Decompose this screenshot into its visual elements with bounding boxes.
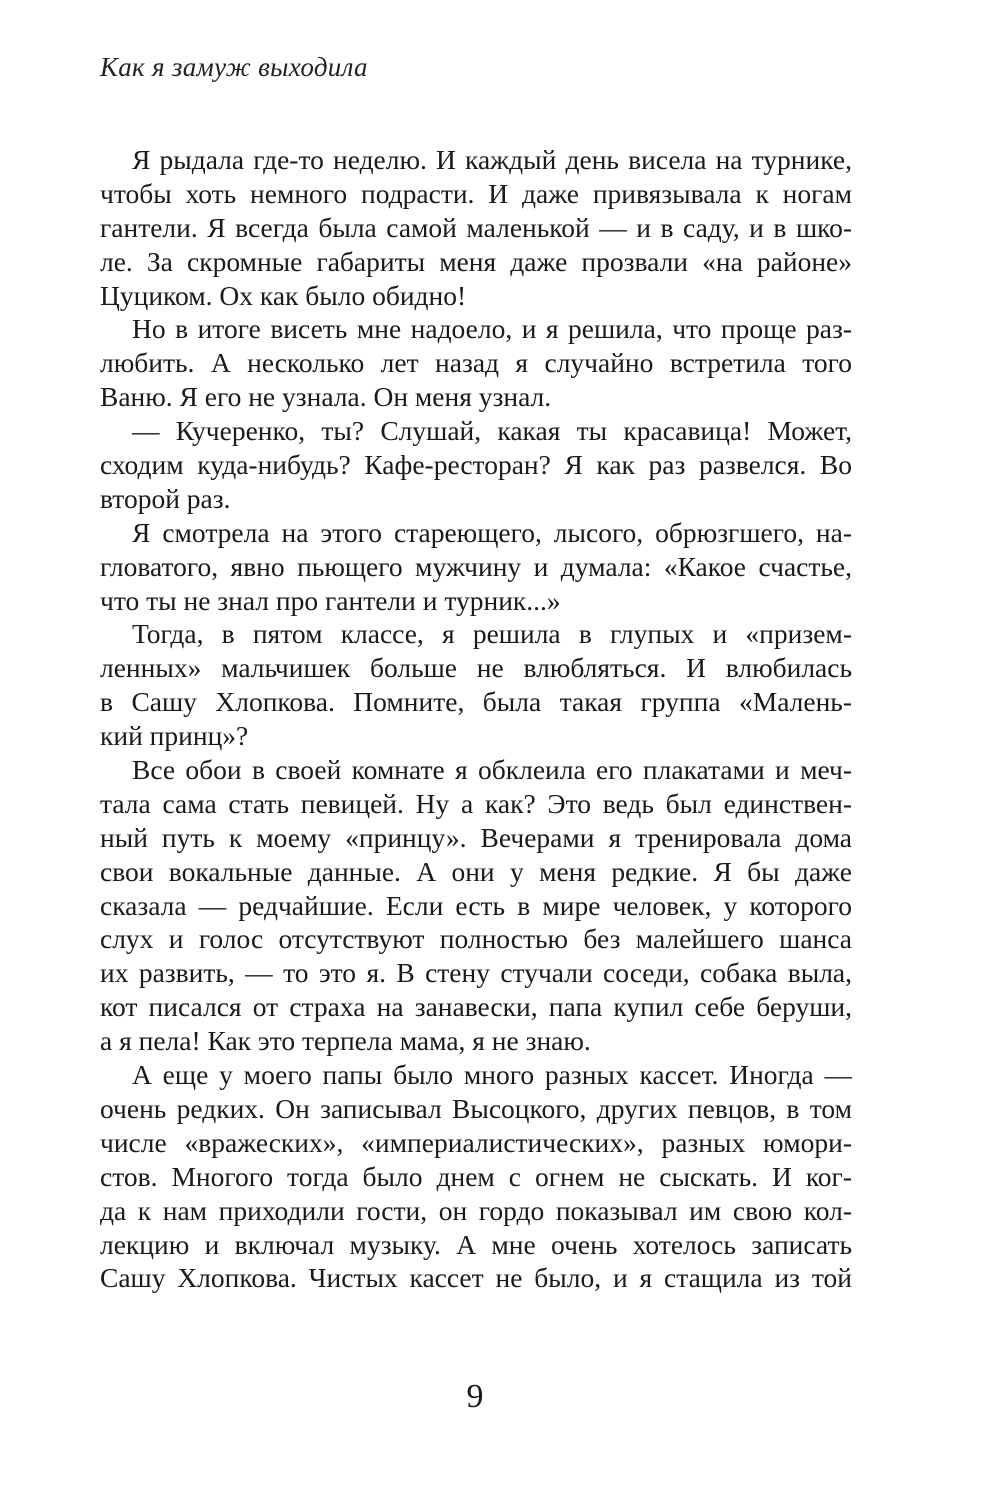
text-line: второй раз. xyxy=(100,482,231,514)
text-line: кот писался от страха на занавески, папа купил себе беруши, xyxy=(100,991,852,1023)
text-line: свои вокальные данные. А они у меня редкие. Я бы даже xyxy=(100,855,852,887)
text-line: что ты не знал про гантели и турник...» xyxy=(100,584,561,616)
text-line: числе «вражеских», «империалистических», разных юмори- xyxy=(100,1126,852,1158)
text-line: А еще у моего папы было много разных кассет. Иногда — xyxy=(132,1059,852,1091)
text-line: Тогда, в пятом классе, я решила в глупых и «призем- xyxy=(132,618,852,650)
text-line: стов. Многого тогда было днем с огнем не сыскать. И ког- xyxy=(100,1160,852,1192)
page-number: 9 xyxy=(466,1378,484,1415)
text-line: слух и голос отсутствуют полностью без малейшего шанса xyxy=(100,923,852,955)
text-line: Я смотрела на этого стареющего, лысого, обрюзгшего, на- xyxy=(132,516,852,548)
text-line: сходим куда-нибудь? Кафе-ресторан? Я как раз развелся. Во xyxy=(100,449,852,481)
text-line: в Сашу Хлопкова. Помните, была такая группа «Малень- xyxy=(100,686,852,718)
text-line: лекцию и включал музыку. А мне очень хотелось записать xyxy=(100,1228,852,1260)
text-line: Сашу Хлопкова. Чистых кассет не было, и я стащила из той xyxy=(100,1262,852,1294)
text-line: их развить, — то это я. В стену стучали соседи, собака выла, xyxy=(100,957,852,989)
text-line: тала сама стать певицей. Ну а как? Это ведь был единствен- xyxy=(100,787,852,819)
text-line: да к нам приходили гости, он гордо показывал им свою кол- xyxy=(100,1194,852,1226)
body-text xyxy=(100,143,852,1295)
text-line: а я пела! Как это терпела мама, я не знаю. xyxy=(100,1025,591,1057)
text-line: ный путь к моему «принцу». Вечерами я тренировала дома xyxy=(100,821,852,853)
text-line: очень редких. Он записывал Высоцкого, других певцов, в том xyxy=(100,1092,852,1124)
text-line: любить. А несколько лет назад я случайно встретила того xyxy=(100,347,852,379)
running-head: Как я замуж выходила xyxy=(100,52,368,82)
text-line: Цуциком. Ох как было обидно! xyxy=(100,279,467,311)
text-line: ленных» мальчишек больше не влюбляться. И влюбилась xyxy=(100,652,852,684)
text-line: Все обои в своей комнате я обклеила его плакатами и меч- xyxy=(132,754,852,786)
text-line: сказала — редчайшие. Если есть в мире человек, у которого xyxy=(100,889,852,921)
text-line: гловатого, явно пьющего мужчину и думала: «Какое счастье, xyxy=(100,550,852,582)
text-line: ле. За скромные габариты меня даже прозвали «на районе» xyxy=(100,245,852,277)
text-line: кий принц»? xyxy=(100,720,249,752)
text-line: Но в итоге висеть мне надоело, и я решила, что проще раз- xyxy=(132,313,852,345)
text-line: чтобы хоть немного подрасти. И даже привязывала к ногам xyxy=(100,177,852,209)
text-line: Ваню. Я его не узнала. Он меня узнал. xyxy=(100,381,552,413)
text-line: гантели. Я всегда была самой маленькой — и в саду, и в шко- xyxy=(100,211,852,243)
text-line: — Кучеренко, ты? Слушай, какая ты красавица! Может, xyxy=(132,415,852,447)
text-line: Я рыдала где-то неделю. И каждый день висела на турнике, xyxy=(132,144,852,175)
